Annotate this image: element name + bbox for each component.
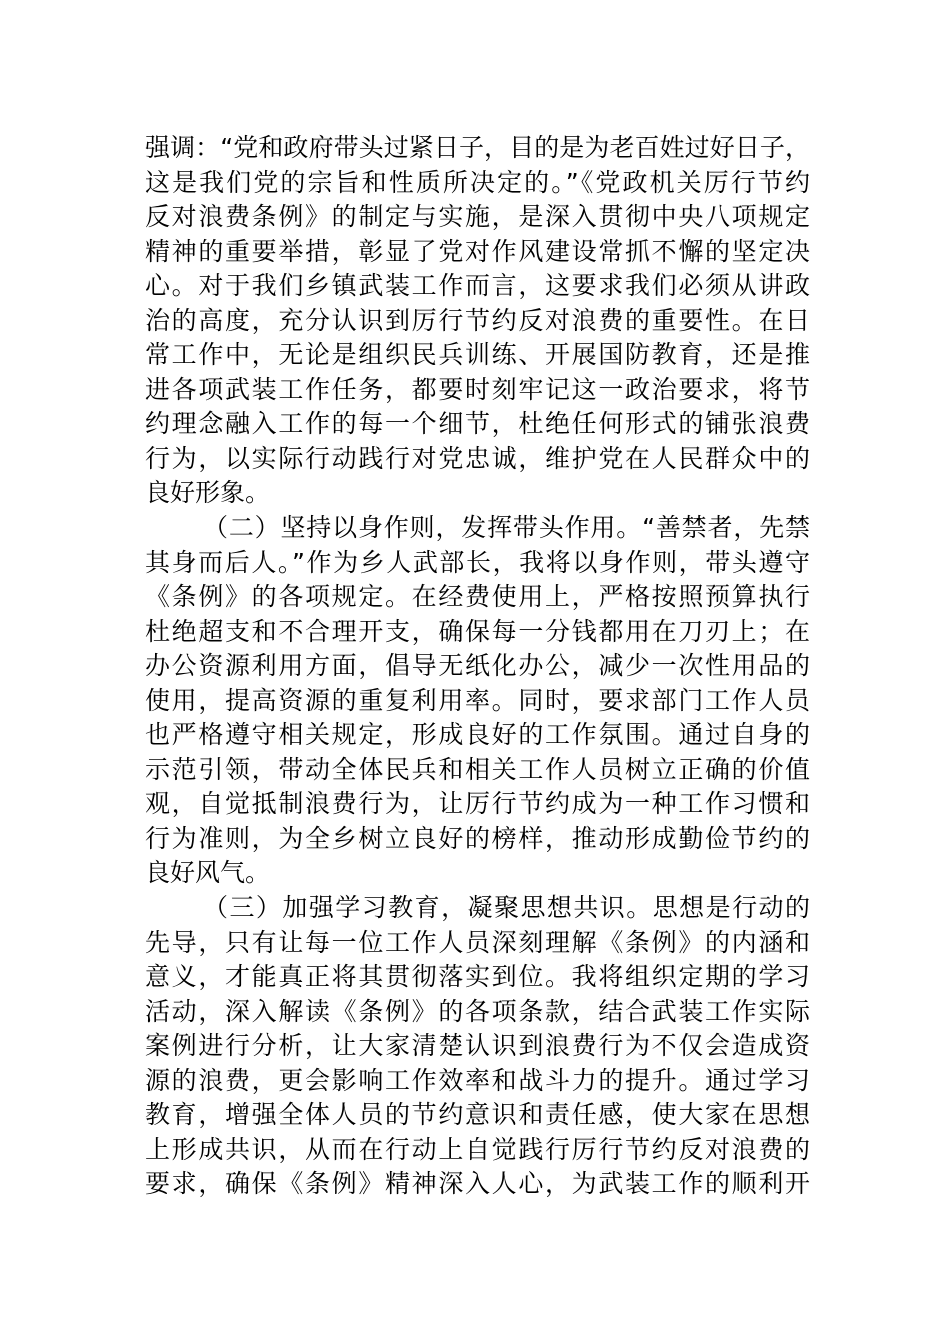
text-line: 精神的重要举措，彰显了党对作风建设常抓不懈的坚定决	[145, 236, 810, 266]
text-line: 教育，增强全体人员的节约意识和责任感，使大家在思想	[145, 1100, 810, 1130]
text-line: 约理念融入工作的每一个细节，杜绝任何形式的铺张浪费	[145, 409, 810, 439]
text-line: 先导，只有让每一位工作人员深刻理解《条例》的内涵和	[145, 927, 810, 957]
text-line: 这是我们党的宗旨和性质所决定的。”《党政机关厉行节约	[145, 167, 810, 197]
text-line: 观，自觉抵制浪费行为，让厉行节约成为一种工作习惯和	[145, 789, 810, 819]
text-line: 良好风气。	[145, 858, 271, 888]
text-line: 强调：“党和政府带头过紧日子，目的是为老百姓过好日子，	[145, 133, 810, 162]
text-line: 要求，确保《条例》精神深入人心，为武装工作的顺利开	[145, 1169, 810, 1199]
text-line: 行为准则，为全乡树立良好的榜样，推动形成勤俭节约的	[145, 823, 810, 853]
text-line: 行为，以实际行动践行对党忠诚，维护党在人民群众中的	[145, 443, 810, 473]
text-line: 进各项武装工作任务，都要时刻牢记这一政治要求，将节	[145, 374, 810, 404]
text-line: 示范引领，带动全体民兵和相关工作人员树立正确的价值	[145, 754, 810, 784]
text-line: 源的浪费，更会影响工作效率和战斗力的提升。通过学习	[145, 1065, 810, 1095]
text-line: 办公资源利用方面，倡导无纸化办公，减少一次性用品的	[145, 651, 810, 681]
body-text	[145, 131, 810, 1202]
text-line: 上形成共识，从而在行动上自觉践行厉行节约反对浪费的	[145, 1134, 810, 1164]
text-line: 良好形象。	[145, 478, 271, 508]
paragraph-first-line: （三）加强学习教育，凝聚思想共识。思想是行动的	[203, 893, 810, 923]
text-line: 意义，才能真正将其贯彻落实到位。我将组织定期的学习	[145, 962, 810, 992]
text-line: 活动，深入解读《条例》的各项条款，结合武装工作实际	[145, 996, 810, 1026]
text-line: 治的高度，充分认识到厉行节约反对浪费的重要性。在日	[145, 305, 810, 335]
text-line: 杜绝超支和不合理开支，确保每一分钱都用在刀刃上；在	[145, 616, 810, 646]
text-line: 心。对于我们乡镇武装工作而言，这要求我们必须从讲政	[145, 271, 810, 301]
text-line: 其身而后人。”作为乡人武部长，我将以身作则，带头遵守	[145, 547, 810, 577]
text-line: 使用，提高资源的重复利用率。同时，要求部门工作人员	[145, 685, 810, 715]
text-line: 案例进行分析，让大家清楚认识到浪费行为不仅会造成资	[145, 1031, 810, 1061]
text-line: 反对浪费条例》的制定与实施，是深入贯彻中央八项规定	[145, 202, 810, 232]
text-line: 常工作中，无论是组织民兵训练、开展国防教育，还是推	[145, 340, 810, 370]
text-line: 《条例》的各项规定。在经费使用上，严格按照预算执行	[145, 582, 810, 612]
text-line: 也严格遵守相关规定，形成良好的工作氛围。通过自身的	[145, 720, 810, 750]
paragraph-first-line: （二）坚持以身作则，发挥带头作用。“善禁者，先禁	[203, 513, 810, 543]
